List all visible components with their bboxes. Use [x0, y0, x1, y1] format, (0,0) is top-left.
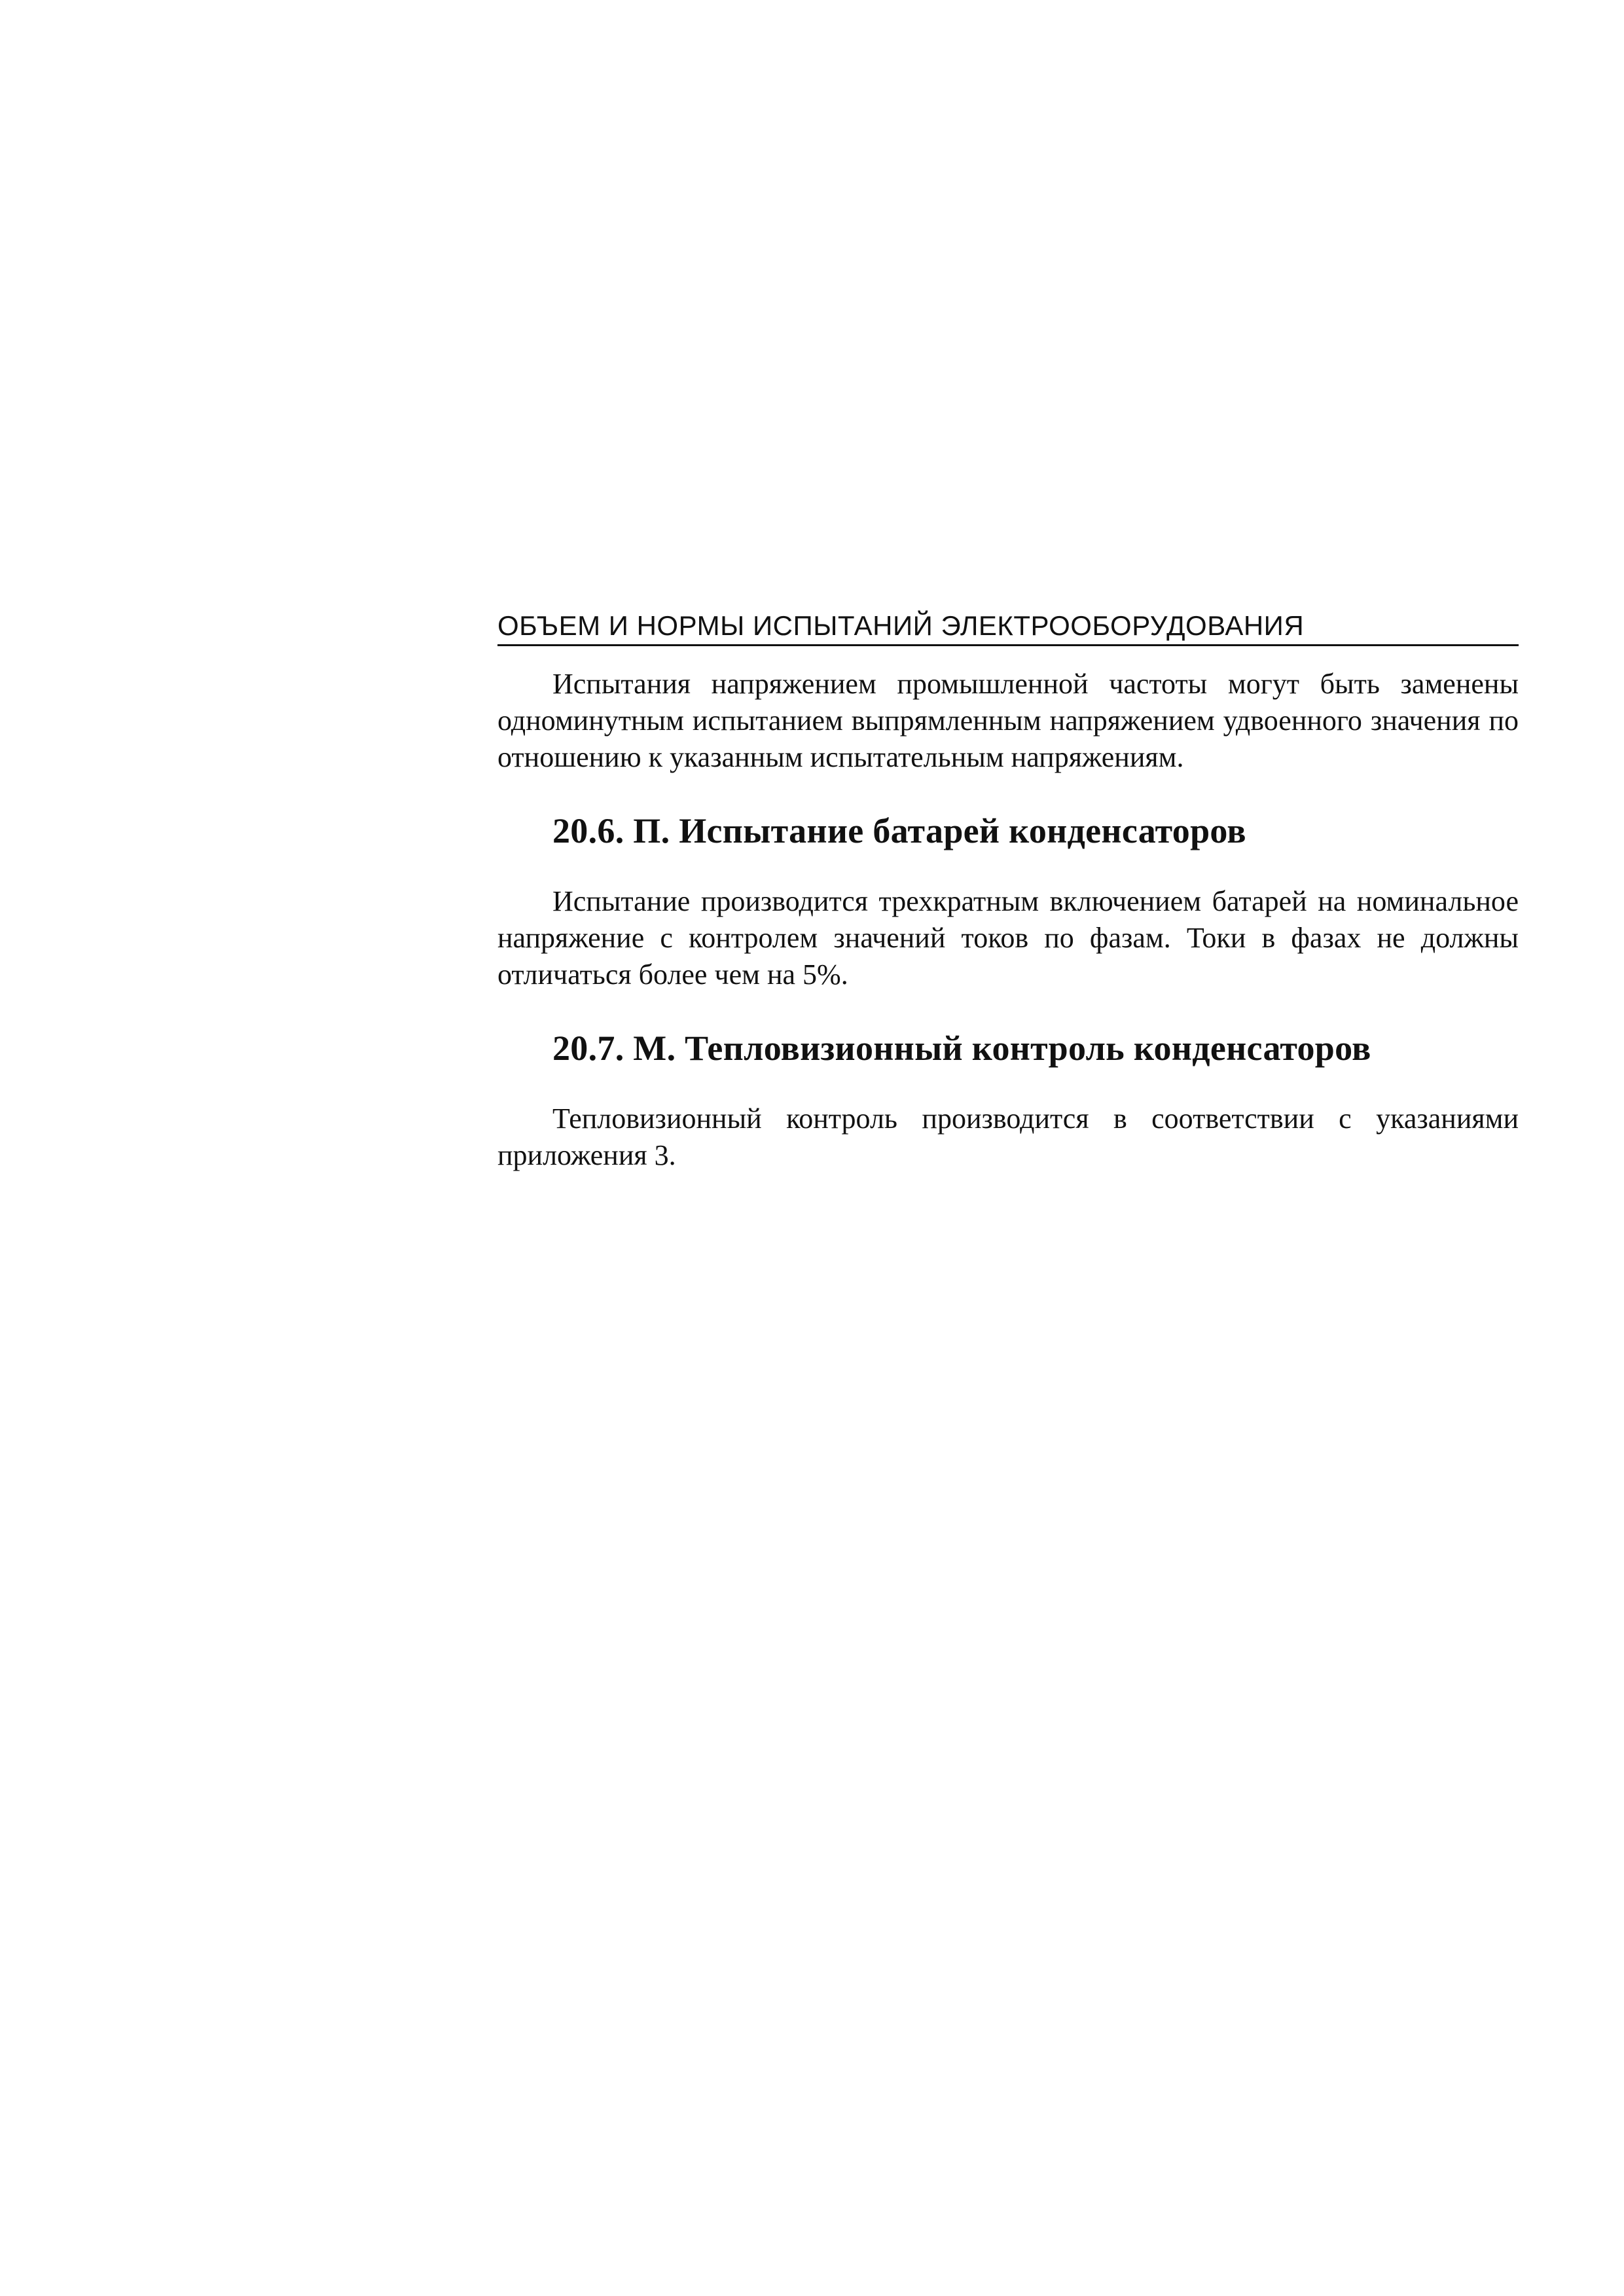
section-heading-20-6: 20.6. П. Испытание батарей конденсаторов — [552, 811, 1246, 850]
intro-paragraph: Испытания напряжением промышленной частоты могут быть заменены одноминутным испытанием выпрямленным напряжением удвоенного значения по отношению к указанным испытательным напряжениям. — [497, 668, 1519, 773]
section-20-6-paragraph: Испытание производится трехкратным включением батарей на номинальное напряжение с контролем значений токов по фазам. Токи в фазах не должны отличаться более чем на 5%. — [497, 885, 1519, 991]
section-20-7-paragraph: Тепловизионный контроль производится в соответствии с указаниями приложения 3. — [497, 1102, 1519, 1171]
page-content — [497, 608, 1519, 1174]
section-heading-20-7: 20.7. М. Тепловизионный контроль конденсаторов — [552, 1029, 1371, 1068]
running-header: ОБЪЕМ И НОРМЫ ИСПЫТАНИЙ ЭЛЕКТРООБОРУДОВАНИЯ — [497, 608, 1519, 646]
